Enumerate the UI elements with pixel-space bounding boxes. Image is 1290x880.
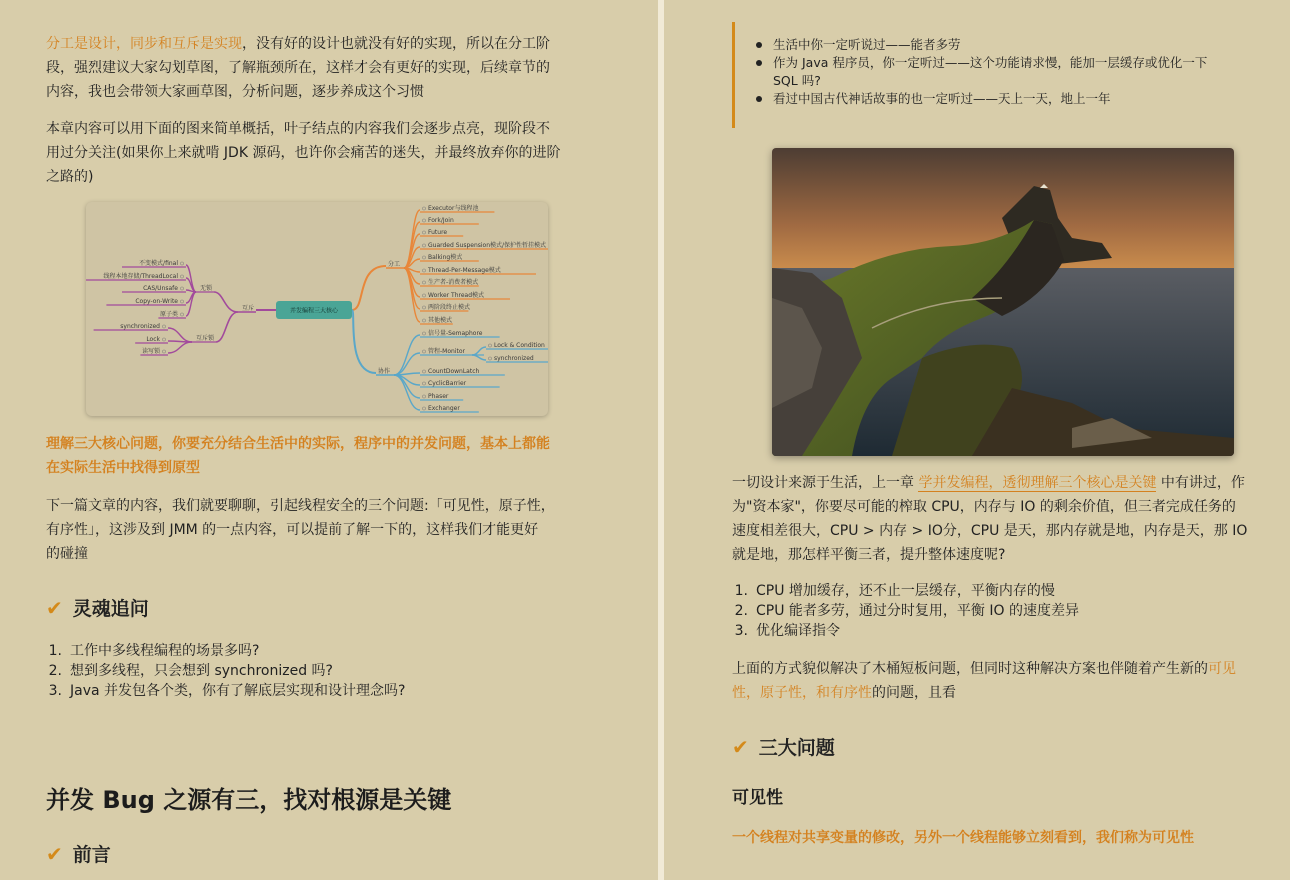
text-line: 段，强烈建议大家勾划草图，了解瓶颈所在，这样才会有更好的实现，后续章节的 [46,60,550,76]
mindmap-fengong-leaf-bullet [422,231,425,234]
list-item: 1. CPU 增加缓存，还不止一层缓存，平衡内存的慢 [734,583,1055,599]
text-line: 中有讲过，作 [1156,475,1245,491]
mindmap-wusuo-leaf-bullet [180,275,183,278]
quote-list [773,36,1243,108]
text-line: 为"资本家"，你要尽可能的榨取 CPU，内存与 IO 的剩余价值，但三者完成任务的 [732,499,1236,515]
paragraph-design [46,32,606,104]
cliff-illustration [772,148,1234,456]
list-item-text: 生活中你一定听说过——能者多劳 [773,37,961,52]
mindmap-xiezuo-leaf: Exchanger [428,405,460,412]
mindmap-wusuo-label: 无锁 [199,285,212,292]
mindmap-xiezuo-leaf-bullet [422,350,425,353]
list-item-text: 优化编译指令 [756,623,840,639]
mindmap-husuo-leaf: synchronized [120,323,160,330]
mindmap-fengong-leaf-connector [404,222,420,268]
mindmap-fengong-leaf-bullet [422,256,425,259]
highlight-text: 分工是设计，同步和互斥是实现 [46,36,242,52]
text-line: 上面的方式貌似解决了木桶短板问题，但同时这种解决方案也伴随着产生新的 [732,661,1208,677]
heading-text: 三大问题 [758,737,835,759]
list-item [773,54,1243,90]
mindmap-fengong-leaf: Guarded Suspension模式/保护性暂挂模式 [428,242,547,249]
list-item-text: CPU 增加缓存，还不止一层缓存，平衡内存的慢 [756,583,1055,599]
mindmap-fengong-leaf: Worker Thread模式 [428,292,485,299]
paragraph-life-design [732,471,1272,567]
mindmap-monitor-leaf: synchronized [494,355,534,362]
blockquote [732,22,1266,128]
mindmap-fengong-leaf: 两阶段终止模式 [428,304,471,311]
mindmap-branch-wusuo [214,292,238,312]
list-item-text: Java 并发包各个类，你有了解底层实现和设计理念吗? [70,683,406,699]
mindmap-fengong-leaf: Thread-Per-Message模式 [428,267,501,274]
highlight-text: 可见 [1208,661,1236,677]
list-item-text: 工作中多线程编程的场景多吗? [70,643,260,659]
text-line: 之路的) [46,169,94,185]
heading-soul-questions [46,594,149,621]
mindmap-monitor-leaf-connector [472,347,486,355]
mindmap-fengong-label: 分工 [388,261,401,268]
heading-text: 前言 [72,844,111,866]
mindmap-wusuo-leaf-bullet [180,262,183,265]
text-line: 内容，我也会带领大家画草图，分析问题，逐步养成这个习惯 [46,84,424,100]
mindmap-wusuo-leaf-bullet [180,300,183,303]
mindmap-monitor-leaf-connector [472,355,486,360]
text-line: 就是地，那怎样平衡三者，提升整体速度呢? [732,547,1006,563]
mindmap-fengong-leaf-bullet [422,319,425,322]
mindmap-xiezuo-label: 协作 [378,368,391,375]
paragraph-chapter-summary [46,117,606,189]
mindmap-wusuo-leaf-bullet [180,287,183,290]
mindmap-xiezuo-leaf-bullet [422,395,425,398]
list-item: 1. 工作中多线程编程的场景多吗? [48,643,260,659]
check-icon: ✔ [732,734,749,759]
mindmap-husuo-leaf-bullet [162,338,165,341]
mindmap-branch-xiezuo [352,310,376,373]
heading-text: 灵魂追问 [72,598,149,620]
mindmap-husuo-leaf-connector [168,328,192,342]
mindmap-branch-fengong [352,266,386,310]
mindmap-husuo-label: 互斥锁 [195,335,214,342]
mindmap-xiezuo-leaf: 管程-Monitor [428,348,465,355]
landscape-photo [772,148,1234,456]
bullet-icon [756,60,762,66]
mindmap-xiezuo-leaf-connector [394,375,420,398]
list-item: 2. 想到多线程，只会想到 synchronized 吗? [48,663,333,679]
mindmap-monitor-leaf-bullet [488,344,491,347]
visibility-definition: 一个线程对共享变量的修改，另外一个线程能够立刻看到，我们称为可见性 [732,830,1194,846]
check-icon: ✔ [46,841,63,866]
soul-question-list [40,641,600,701]
list-item [773,90,1243,108]
mindmap-xiezuo-leaf-connector [394,335,420,375]
mindmap-fengong-leaf: Fork/Join [428,217,454,224]
mindmap-fengong-leaf-bullet [422,294,425,297]
mindmap-xiezuo-leaf: 信号量-Semaphore [428,330,483,337]
text-line: 有序性」，这涉及到 JMM 的一点内容，可以提前了解一下的，这样我们才能更好 [46,522,539,538]
text-line: 的碰撞 [46,546,88,562]
list-item-text: 想到多线程，只会想到 synchronized 吗? [70,663,333,679]
mindmap-xiezuo-leaf-bullet [422,382,425,385]
mindmap-wusuo-leaf: CAS/Unsafe [143,285,178,292]
solution-list [726,581,1266,641]
bullet-icon [756,96,762,102]
heading-preface [46,840,111,867]
paragraph-core-problems [46,432,606,480]
mindmap-fengong-leaf: 其他模式 [428,317,453,324]
mindmap-fengong-leaf: Executor与线程池 [428,205,479,212]
text-line: ，没有好的设计也就没有好的实现，所以在分工阶 [242,36,550,52]
mindmap-xiezuo-leaf: CountDownLatch [428,368,480,375]
mindmap-monitor-leaf-bullet [488,357,491,360]
text-line: 速度相差很大，CPU > 内存 > IO分，CPU 是天，那内存就是地，内存是天，那 IO [732,523,1248,539]
list-item-text: SQL 吗? [773,73,821,88]
mindmap-monitor-leaf: Lock & Condition [494,342,545,349]
mindmap-wusuo-leaf: 线程本地存储/ThreadLocal [103,273,178,280]
mindmap-branch-husuo [216,312,238,342]
mindmap-svg [86,202,548,416]
list-item-text: CPU 能者多劳，通过分时复用，平衡 IO 的速度差异 [756,603,1079,619]
mindmap-xiezuo-leaf: Phaser [428,393,449,400]
mindmap-wusuo-leaf-connector [186,292,196,316]
text-line: 在实际生活中找得到原型 [46,460,200,476]
mindmap-xiezuo-leaf-bullet [422,370,425,373]
mindmap-wusuo-leaf: 不变模式/final [139,260,178,267]
highlight-text: 性，原子性，和有序性 [732,685,872,701]
mindmap-fengong-leaf: 生产者-消费者模式 [428,279,479,286]
mindmap-fengong-leaf-bullet [422,269,425,272]
mindmap-fengong-leaf-bullet [422,219,425,222]
mindmap-husuo-leaf: 读写锁 [141,348,160,355]
mindmap-center-label: 并发编程三大核心 [289,307,339,315]
mindmap-wusuo-leaf: Copy-on-Write [135,298,178,305]
text-line: 本章内容可以用下面的图来简单概括，叶子结点的内容我们会逐步点亮，现阶段不 [46,121,550,137]
text-line: 理解三大核心问题，你要充分结合生活中的实际，程序中的并发问题，基本上都能 [46,436,550,452]
mindmap-figure [86,202,548,416]
mindmap-husuo-leaf-connector [168,342,192,353]
paragraph-bucket-problem [732,657,1272,705]
list-item-text: 作为 Java 程序员，你一定听过——这个功能请求慢，能加一层缓存或优化一下 [773,55,1208,70]
text-line: 用过分关注(如果你上来就啃 JDK 源码，也许你会痛苦的迷失，并最终放弃你的进阶 [46,145,561,161]
check-icon: ✔ [46,595,63,620]
chapter-title: 并发 Bug 之源有三，找对根源是关键 [46,786,452,814]
mindmap-fengong-leaf-bullet [422,244,425,247]
list-item-text: 看过中国古代神话故事的也一定听过——天上一天，地上一年 [773,91,1111,106]
paragraph-next-article [46,494,606,566]
mindmap-fengong-leaf-connector [404,268,420,309]
heading-visibility: 可见性 [732,788,783,808]
mindmap-xiezuo-leaf: CyclicBarrier [428,380,467,387]
text-line: 的问题，且看 [872,685,956,701]
right-page [664,0,1290,880]
mindmap-fengong-leaf: Future [428,229,448,236]
mindmap-huchi-label: 互斥 [241,305,254,312]
list-item: 2. CPU 能者多劳，通过分时复用，平衡 IO 的速度差异 [734,603,1079,619]
mindmap-xiezuo-leaf-bullet [422,407,425,410]
text-line: 一切设计来源于生活，上一章 [732,475,919,491]
mindmap-husuo-leaf-bullet [162,350,165,353]
list-item: 3. Java 并发包各个类，你有了解底层实现和设计理念吗? [48,683,406,699]
mindmap-xiezuo-leaf-bullet [422,332,425,335]
mindmap-husuo-leaf-bullet [162,325,165,328]
chapter-link[interactable]: 学并发编程，透彻理解三个核心是关键 [918,475,1157,491]
mindmap-fengong-leaf: Balking模式 [428,254,463,261]
mindmap-husuo-leaf: Lock [146,336,160,343]
mindmap-fengong-leaf-bullet [422,207,425,210]
mindmap-fengong-leaf-bullet [422,281,425,284]
text-line: 下一篇文章的内容，我们就要聊聊，引起线程安全的三个问题:「可见性，原子性， [46,498,555,514]
bullet-icon [756,42,762,48]
list-item [773,36,1243,54]
mindmap-wusuo-leaf: 原子类 [159,311,178,318]
mindmap-wusuo-leaf-bullet [180,313,183,316]
mindmap-fengong-leaf-bullet [422,306,425,309]
list-item: 3. 优化编译指令 [734,623,840,639]
heading-three-problems [732,733,835,760]
